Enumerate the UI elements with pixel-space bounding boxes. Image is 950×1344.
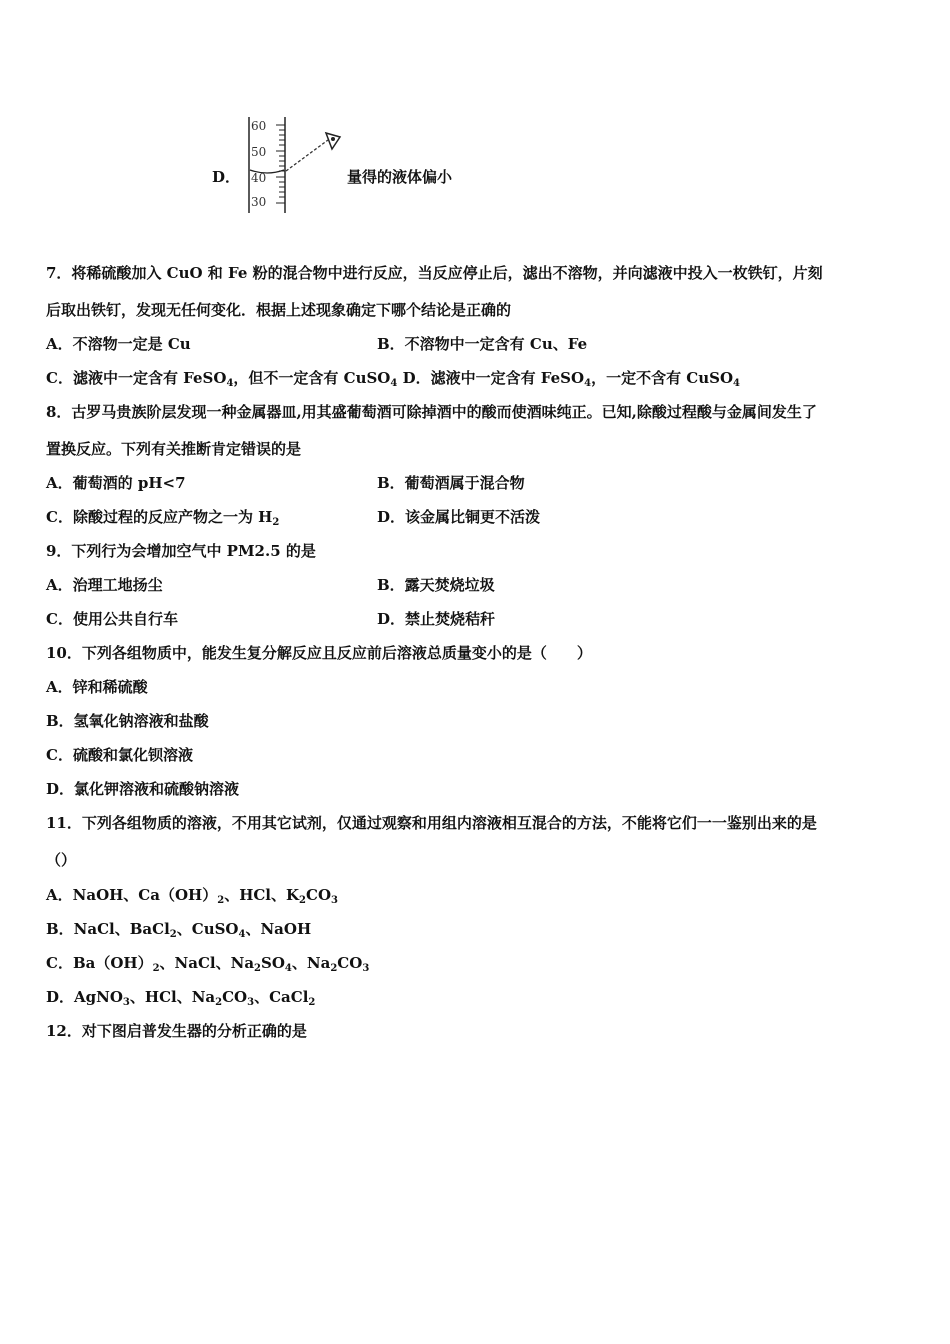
q12-stem: 12．对下图启普发生器的分析正确的是 <box>46 1022 307 1040</box>
q8-option-b: B．葡萄酒属于混合物 <box>377 474 525 492</box>
q11-stem-line2: （） <box>46 851 77 869</box>
q8-option-d: D．该金属比铜更不活泼 <box>377 508 541 526</box>
q6-option-d-label: D． <box>212 168 241 186</box>
q7-option-d: D．滤液中一定含有 FeSO$_4$，一定不含有 CuSO$_4$ <box>402 369 740 389</box>
q11-stem-line1: 11．下列各组物质的溶液，不用其它试剂，仅通过观察和用组内溶液相互混合的方法，不能将它们一一鉴别出来的是 <box>46 814 817 832</box>
q7-option-a: A．不溶物一定是 Cu <box>46 335 191 353</box>
q9-option-b: B．露天焚烧垃圾 <box>377 576 495 594</box>
q11-option-b: B．NaCl、BaCl$_2$、CuSO$_4$、NaOH <box>46 920 312 940</box>
q7-options-c-d <box>46 367 740 388</box>
q10-option-c: C．硫酸和氯化钡溶液 <box>46 746 193 764</box>
q8-option-c: C．除酸过程的反应产物之一为 $H_2$ <box>46 508 280 528</box>
q7-stem-line2: 后取出铁钉，发现无任何变化．根据上述现象确定下哪个结论是正确的 <box>46 301 512 319</box>
q9-stem: 9．下列行为会增加空气中 PM2.5 的是 <box>46 542 316 560</box>
q8-stem-line1: 8．古罗马贵族阶层发现一种金属器皿,用其盛葡萄酒可除掉酒中的酸而使酒味纯正。已知,除酸过程酸与金属间发生了 <box>46 403 817 421</box>
q10-option-d: D．氯化钾溶液和硫酸钠溶液 <box>46 780 240 798</box>
q10-option-a: A．锌和稀硫酸 <box>46 678 148 696</box>
q7-option-b: B．不溶物中一定含有 Cu、Fe <box>377 335 588 353</box>
q8-stem-line2: 置换反应。下列有关推断肯定错误的是 <box>46 440 302 458</box>
q11-option-c: C．$Ba(OH)_2$、NaCl、$Na_2SO_4$、$Na_2CO_3$ <box>46 954 370 974</box>
q10-stem: 10．下列各组物质中，能发生复分解反应且反应前后溶液总质量变小的是（ ） <box>46 644 592 662</box>
q9-option-a: A．治理工地扬尘 <box>46 576 163 594</box>
q10-option-b: B．氢氧化钠溶液和盐酸 <box>46 712 209 730</box>
tick-label-60: 60 <box>251 119 267 133</box>
q9-option-d: D．禁止焚烧秸秆 <box>377 610 496 628</box>
sight-line <box>286 140 328 171</box>
q9-option-c: C．使用公共自行车 <box>46 610 178 628</box>
tick-label-50: 50 <box>251 145 267 159</box>
q8-option-a: A．葡萄酒的 pH<7 <box>46 474 186 492</box>
graduated-cylinder-figure <box>240 113 350 217</box>
q6-option-d-text: 量得的液体偏小 <box>347 168 453 186</box>
tick-label-30: 30 <box>251 195 267 209</box>
tick-label-40: 40 <box>251 171 267 185</box>
q11-option-d: D．AgNO$_3$、HCl、$Na_2CO_3$、CaCl$_2$ <box>46 988 316 1008</box>
q11-option-a: A．NaOH、$Ca(OH)_2$、HCl、$K_2CO_3$ <box>46 886 338 906</box>
q7-option-c: C．滤液中一定含有 FeSO$_4$，但不一定含有 CuSO$_4$ <box>46 369 398 389</box>
q7-stem-line1: 7．将稀硫酸加入 CuO 和 Fe 粉的混合物中进行反应，当反应停止后，滤出不溶物，并向滤液中投入一枚铁钉，片刻 <box>46 264 823 282</box>
